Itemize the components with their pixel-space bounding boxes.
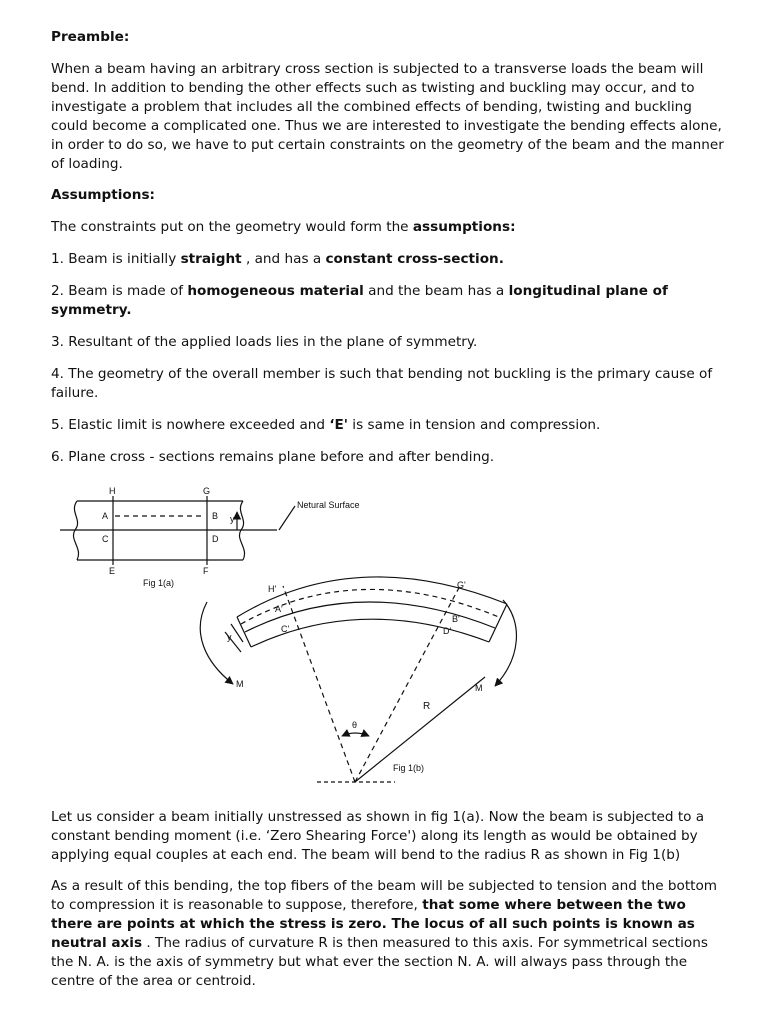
label-D: D (212, 534, 219, 544)
beam-bending-figure (55, 482, 535, 792)
label-A: A (102, 511, 109, 521)
assumptions-heading: Assumptions: (51, 187, 155, 203)
label-H: H (109, 486, 116, 496)
body-para-2: As a result of this bending, the top fibers of the beam will be subjected to tension and the bottom to compression it is reasonable to suppose, therefore, that some where between the two there are points at which the stress is zero. The locus of all such points is known as neutral axis . The radius of curvature R is then measured to this axis. For symmetrical sections the N. A. is the axis of symmetry but what ever the section N. A. will always pass through the centre of the area or centroid. (51, 878, 718, 989)
label-D1: D' (443, 626, 452, 636)
label-B: B (212, 511, 219, 521)
body-para-1: Let us consider a beam initially unstressed as shown in fig 1(a). Now the beam is subjected to a constant bending moment (i.e. ‘Zero Shearing Force') along its length as would be obtained by applying equal couples at each end. The beam will bend to the radius R as shown in Fig 1(b) (51, 809, 705, 863)
label-y-b: y (227, 632, 232, 642)
assumption-1: 1. Beam is initially straight , and has a constant cross-section. (51, 251, 504, 267)
label-M-right: M (475, 683, 483, 693)
neutral-surface-label: Netural Surface (297, 500, 360, 510)
label-H1: H' (268, 584, 277, 594)
label-M-left: M (236, 679, 244, 689)
fig-1b-caption: Fig 1(b) (393, 763, 425, 773)
fig-1b (200, 577, 516, 782)
fig-1a (60, 496, 295, 565)
label-G1: G' (457, 580, 466, 590)
label-C1: C' (281, 624, 290, 634)
assumption-6: 6. Plane cross - sections remains plane before and after bending. (51, 449, 495, 465)
label-G: G (203, 486, 211, 496)
fig-1a-caption: Fig 1(a) (143, 578, 175, 588)
preamble-heading: Preamble: (51, 29, 130, 45)
label-B1: B' (452, 614, 460, 624)
assumption-4: 4. The geometry of the overall member is such that bending not buckling is the primary cause of failure. (51, 366, 713, 401)
assumption-2: 2. Beam is made of homogeneous material and the beam has a longitudinal plane of symmetry. (51, 283, 668, 318)
preamble-text: When a beam having an arbitrary cross section is subjected to a transverse loads the beam will bend. In addition to bending the other effects such as twisting and buckling may occur, and to investigate a problem that includes all the combined effects of bending, twisting and buckling could become a complicated one. Thus we are interested to investigate the bending effects alone, in order to do so, we have to put certain constraints on the geometry of the beam and the manner of loading. (51, 61, 724, 172)
label-y-a: y (230, 514, 235, 524)
assumption-3: 3. Resultant of the applied loads lies in the plane of symmetry. (51, 334, 478, 350)
label-theta: θ (352, 720, 358, 730)
assumptions-intro: The constraints put on the geometry would form the assumptions: (51, 219, 516, 235)
assumption-5: 5. Elastic limit is nowhere exceeded and ‘E' is same in tension and compression. (51, 417, 601, 433)
label-R: R (423, 701, 431, 712)
label-C: C (102, 534, 109, 544)
label-F: F (203, 566, 209, 576)
label-A1: A' (275, 604, 283, 614)
label-E: E (109, 566, 116, 576)
